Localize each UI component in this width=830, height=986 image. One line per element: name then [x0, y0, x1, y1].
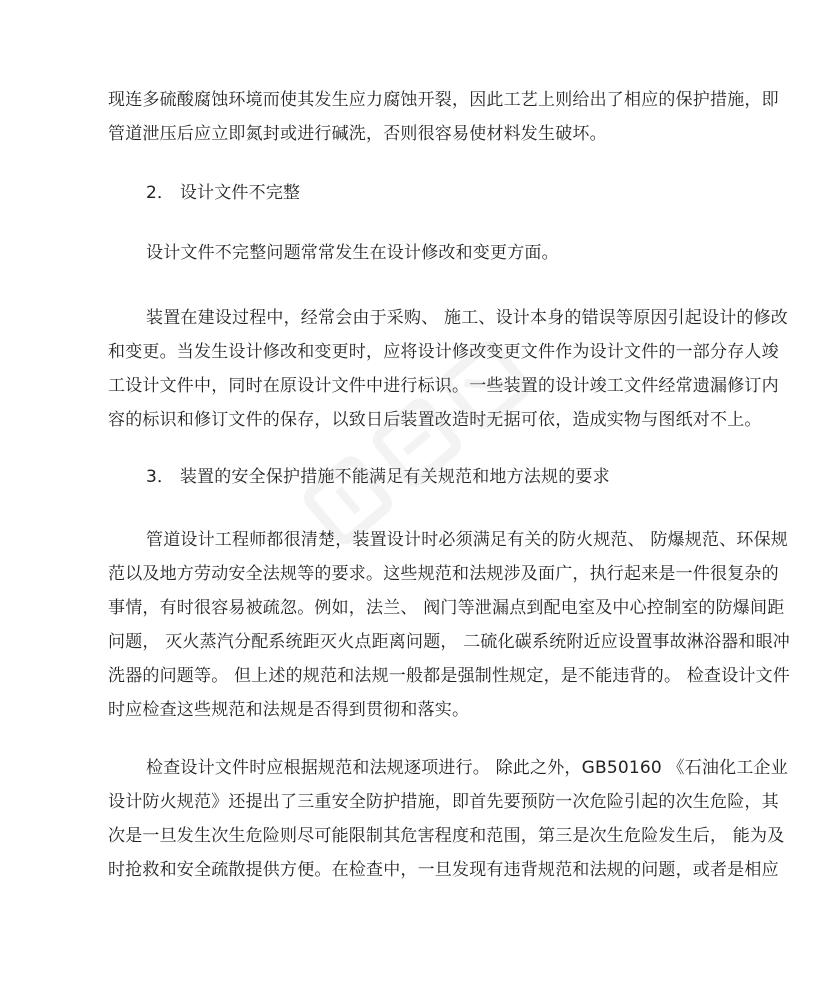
paragraph-line: 管道泄压后应立即氮封或进行碱洗，否则很容易使材料发生破坏。 [108, 124, 607, 144]
paragraph-line: 工设计文件中，同时在原设计文件中进行标识。一些装置的设计竣工文件经常遗漏修订内 [108, 376, 779, 396]
paragraph-line: 设计防火规范》还提出了三重安全防护措施，即首先要预防一次危险引起的次生危险，其 [108, 792, 779, 812]
paragraph-line: 现连多硫酸腐蚀环境而使其发生应力腐蚀开裂，因此工艺上则给出了相应的保护措施，即 [108, 90, 779, 110]
paragraph-line: 问题， 灭火蒸汽分配系统距灭火点距离问题， 二硫化碳系统附近应设置事故淋浴器和眼冲 [108, 632, 791, 652]
paragraph-line: 洗器的问题等。 但上述的规范和法规一般都是强制性规定，是不能违背的。 检查设计文件 [108, 666, 791, 686]
paragraph-line: 设计文件不完整问题常常发生在设计修改和变更方面。 [146, 243, 559, 263]
paragraph-line: 检查设计文件时应根据规范和法规逐项进行。 除此之外，GB50160 《石油化工企业 [146, 758, 788, 778]
paragraph-line: 范以及地方劳动安全法规等的要求。这些规范和法规涉及面广，执行起来是一件很复杂的 [108, 564, 779, 584]
paragraph-line: 装置在建设过程中，经常会由于采购、 施工、设计本身的错误等原因引起设计的修改 [146, 308, 789, 328]
paragraph-line: 和变更。当发生设计修改和变更时，应将设计修改变更文件作为设计文件的一部分存人竣 [108, 342, 779, 362]
paragraph-line: 时应检查这些规范和法规是否得到贯彻和落实。 [108, 700, 470, 720]
paragraph-line: 事情，有时很容易被疏忽。例如，法兰、 阀门等泄漏点到配电室及中心控制室的防爆间距 [108, 598, 785, 618]
paragraph-line: 管道设计工程师都很清楚，装置设计时必须满足有关的防火规范、 防爆规范、环保规 [146, 530, 789, 550]
section-heading: 2． 设计文件不完整 [146, 183, 301, 203]
section-heading: 3． 装置的安全保护措施不能满足有关规范和地方法规的要求 [146, 467, 610, 487]
paragraph-line: 容的标识和修订文件的保存，以致日后装置改造时无据可依，造成实物与图纸对不上。 [108, 410, 762, 430]
paragraph-line: 时抢救和安全疏散提供方便。在检查中，一旦发现有违背规范和法规的问题，或者是相应 [108, 860, 779, 880]
paragraph-line: 次是一旦发生次生危险则尽可能限制其危害程度和范围，第三是次生危险发生后， 能为及 [108, 826, 785, 846]
